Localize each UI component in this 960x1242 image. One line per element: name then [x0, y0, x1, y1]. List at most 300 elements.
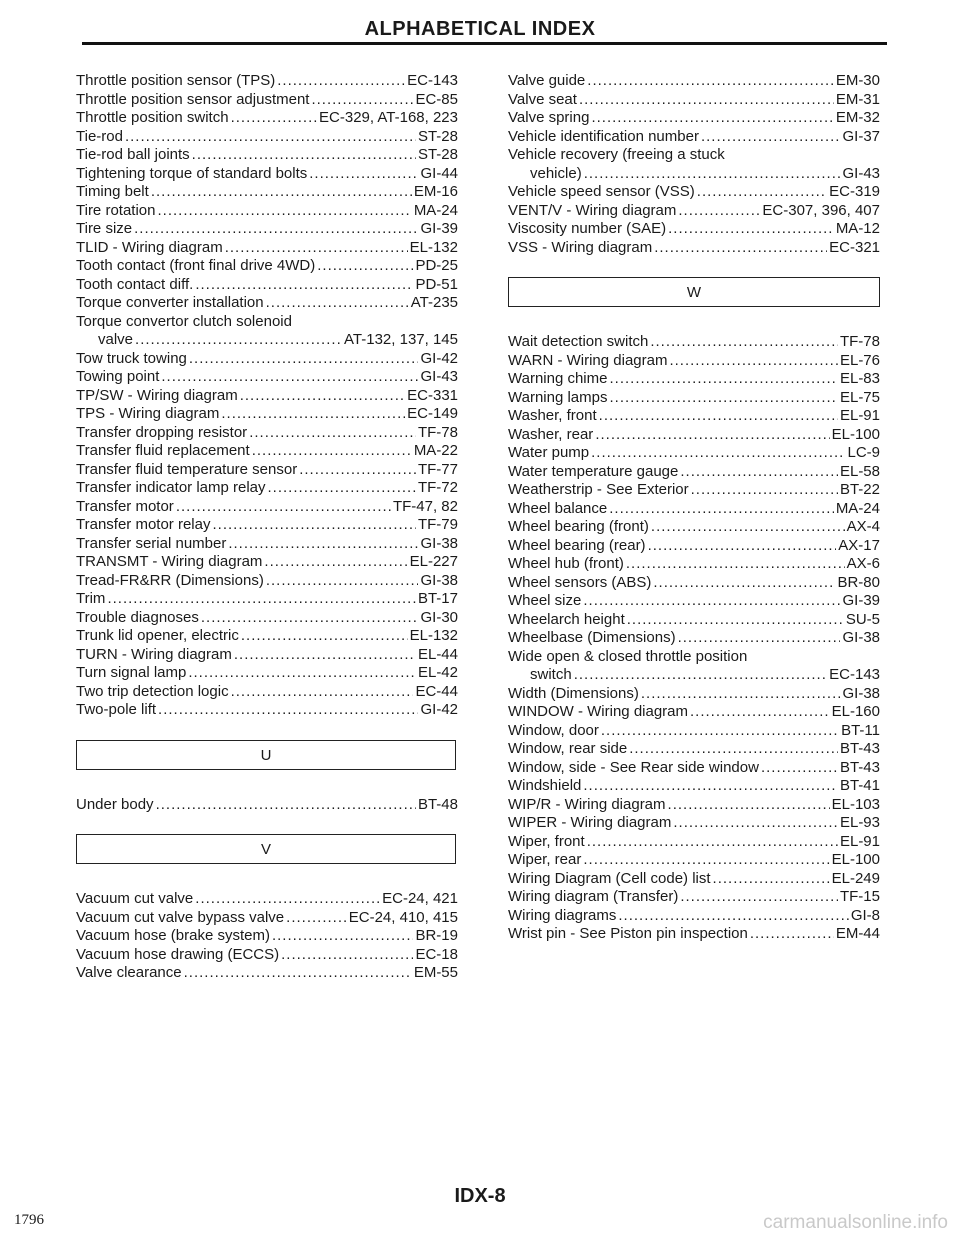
- entry-name: Vehicle identification number: [508, 127, 699, 145]
- leader-dots: [264, 553, 407, 572]
- entry-name: Viscosity number (SAE): [508, 220, 667, 237]
- leader-dots: [268, 479, 416, 498]
- entry-name: TLID - Wiring diagram: [76, 238, 223, 256]
- index-entry: [76, 516, 458, 535]
- index-entry: [508, 352, 880, 371]
- leader-dots: [583, 851, 829, 870]
- index-entry: [508, 574, 880, 593]
- entry-ref: EC-331: [407, 386, 458, 404]
- index-entry: [508, 777, 880, 796]
- left-column: [76, 72, 458, 983]
- index-entry: [76, 331, 458, 350]
- entry-ref: BT-48: [417, 795, 458, 813]
- entry-name: Two trip detection logic: [76, 682, 229, 700]
- leader-dots: [579, 91, 834, 110]
- leader-dots: [595, 426, 829, 445]
- entry-name: Transfer serial number: [76, 534, 227, 552]
- entry-name: Water temperature gauge: [508, 462, 679, 480]
- index-entry: [76, 498, 458, 517]
- entry-ref: TF-79: [417, 516, 458, 533]
- leader-dots: [678, 202, 760, 221]
- section-header-v: V: [76, 834, 456, 864]
- leader-dots: [701, 128, 841, 147]
- leader-dots: [125, 128, 416, 147]
- entry-ref: EL-132: [409, 627, 458, 644]
- entry-name: Wheelbase (Dimensions): [508, 629, 676, 646]
- index-entry: [76, 964, 458, 983]
- entry-group: [76, 796, 458, 815]
- entry-name: Wait detection switch: [508, 333, 649, 350]
- index-entry: [76, 350, 458, 369]
- entry-name: Wheelarch height: [508, 610, 625, 628]
- entry-ref: EL-100: [831, 851, 880, 868]
- index-entry: [76, 257, 458, 276]
- entry-name: Vacuum hose drawing (ECCS): [76, 945, 280, 963]
- leader-dots: [691, 481, 838, 500]
- entry-name: Window, door: [508, 721, 599, 739]
- entry-ref: LC-9: [847, 444, 880, 461]
- leader-dots: [221, 405, 405, 424]
- leader-dots: [673, 814, 838, 833]
- index-entry: [508, 426, 880, 445]
- entry-name: Wheel sensors (ABS): [508, 573, 652, 591]
- entry-ref: BT-43: [839, 740, 880, 757]
- index-entry: [508, 91, 880, 110]
- leader-dots: [618, 907, 848, 926]
- entry-ref: EC-143: [407, 72, 458, 89]
- index-entry: [508, 907, 880, 926]
- index-entry: [508, 796, 880, 815]
- entry-ref: GI-39: [842, 592, 880, 609]
- entry-ref: EC-307, 396, 407: [762, 201, 880, 219]
- entry-name: Transfer motor: [76, 497, 174, 515]
- index-entry: [508, 537, 880, 556]
- index-entry: [76, 109, 458, 128]
- index-entry: [76, 946, 458, 965]
- index-entry: [508, 500, 880, 519]
- entry-name: Valve guide: [508, 72, 586, 89]
- entry-ref: EL-42: [417, 664, 458, 681]
- entry-name: Valve seat: [508, 90, 577, 108]
- leader-dots: [680, 463, 838, 482]
- entry-ref: EL-75: [839, 388, 880, 406]
- index-entry: [76, 927, 458, 946]
- entry-ref: AX-6: [846, 555, 880, 572]
- entry-ref: BR-80: [837, 573, 880, 591]
- index-entry: [76, 276, 458, 295]
- leader-dots: [651, 518, 845, 537]
- entry-name: Tie-rod ball joints: [76, 146, 190, 163]
- entry-ref: EC-18: [415, 945, 458, 963]
- index-entry: [76, 128, 458, 147]
- leader-dots: [309, 165, 418, 184]
- right-column: [508, 72, 880, 944]
- leader-dots: [626, 555, 845, 574]
- entry-name: Tie-rod: [76, 127, 123, 145]
- leader-dots: [583, 592, 840, 611]
- leader-dots: [678, 629, 841, 648]
- entry-ref: BT-11: [841, 721, 880, 739]
- entry-name: VENT/V - Wiring diagram: [508, 201, 677, 219]
- entry-ref: EC-143: [829, 666, 880, 683]
- leader-dots: [609, 500, 834, 519]
- entry-name: Valve clearance: [76, 964, 182, 981]
- index-entry: [508, 370, 880, 389]
- leader-dots: [234, 646, 416, 665]
- entry-name: Wrist pin - See Piston pin inspection: [508, 925, 748, 942]
- entry-name: WIPER - Wiring diagram: [508, 814, 672, 831]
- entry-ref: MA-22: [413, 442, 458, 459]
- entry-ref: EL-100: [831, 425, 880, 443]
- entry-ref: AX-4: [846, 518, 880, 535]
- entry-name: Towing point: [76, 368, 160, 385]
- entry-name: Torque converter installation: [76, 294, 264, 311]
- entry-name: Window, rear side: [508, 740, 628, 757]
- section-header-u: U: [76, 740, 456, 770]
- entry-name: Turn signal lamp: [76, 664, 187, 681]
- index-entry: [508, 740, 880, 759]
- index-entry: [508, 722, 880, 741]
- index-entry: [508, 407, 880, 426]
- entry-name: Tightening torque of standard bolts: [76, 164, 308, 182]
- entry-name: vehicle): [530, 164, 582, 182]
- entry-name: WINDOW - Wiring diagram: [508, 703, 689, 720]
- entry-group: [76, 890, 458, 983]
- entry-ref: EL-58: [839, 462, 880, 480]
- leader-dots: [654, 239, 827, 258]
- index-entry: [76, 424, 458, 443]
- entry-ref: TF-72: [417, 479, 458, 496]
- entry-name: Washer, rear: [508, 425, 594, 443]
- index-entry: [508, 72, 880, 91]
- leader-dots: [601, 722, 839, 741]
- leader-dots: [599, 407, 838, 426]
- index-entry: [508, 165, 880, 184]
- index-entry: [76, 890, 458, 909]
- entry-ref: SU-5: [845, 610, 880, 628]
- index-entry: [508, 925, 880, 944]
- entry-ref: EM-30: [835, 72, 880, 89]
- leader-dots: [266, 572, 419, 591]
- leader-dots: [158, 701, 418, 720]
- entry-ref: EM-16: [413, 183, 458, 200]
- entry-group: [508, 183, 880, 257]
- index-entry: [508, 239, 880, 258]
- leader-dots: [584, 165, 841, 184]
- entry-first-line: Vehicle recovery (freeing a stuck: [508, 146, 725, 163]
- index-entry: [508, 220, 880, 239]
- leader-dots: [231, 683, 414, 702]
- leader-dots: [188, 664, 416, 683]
- leader-dots: [231, 109, 317, 128]
- entry-ref: MA-24: [835, 499, 880, 517]
- index-entry: [76, 646, 458, 665]
- leader-dots: [641, 685, 841, 704]
- entry-ref: EM-55: [413, 964, 458, 981]
- entry-name: Transfer indicator lamp relay: [76, 479, 266, 496]
- entry-name: Valve spring: [508, 109, 590, 126]
- entry-ref: TF-78: [839, 333, 880, 350]
- leader-dots: [648, 537, 837, 556]
- leader-dots: [240, 387, 405, 406]
- index-entry: [76, 627, 458, 646]
- entry-name: Tire size: [76, 220, 133, 237]
- entry-ref: GI-38: [420, 534, 458, 552]
- entry-ref: GI-44: [420, 164, 458, 182]
- entry-ref: EL-103: [831, 795, 880, 813]
- entry-name: Trunk lid opener, electric: [76, 627, 239, 644]
- entry-name: Vacuum cut valve: [76, 890, 194, 907]
- leader-dots: [156, 796, 416, 815]
- index-entry: [508, 202, 880, 221]
- leader-dots: [317, 257, 413, 276]
- entry-name: WARN - Wiring diagram: [508, 351, 668, 369]
- leader-dots: [189, 350, 419, 369]
- index-entry: [76, 701, 458, 720]
- entry-ref: PD-51: [415, 275, 458, 293]
- index-entry: [76, 368, 458, 387]
- index-entry: [76, 202, 458, 221]
- side-page-number: 1796: [14, 1212, 44, 1228]
- index-entry: [76, 220, 458, 239]
- entry-ref: EC-319: [829, 183, 880, 200]
- entry-ref: EC-24, 410, 415: [348, 908, 458, 926]
- index-entry: [508, 109, 880, 128]
- index-entry: [76, 572, 458, 591]
- entry-name: Windshield: [508, 777, 582, 794]
- entry-name: Water pump: [508, 444, 590, 461]
- entry-ref: EL-93: [839, 814, 880, 831]
- leader-dots: [225, 239, 408, 258]
- index-entry: [508, 814, 880, 833]
- leader-dots: [134, 220, 418, 239]
- entry-ref: GI-42: [420, 701, 458, 718]
- entry-name: Wheel hub (front): [508, 555, 624, 572]
- watermark: carmanualsonline.info: [763, 1212, 948, 1233]
- entry-first-line: Torque convertor clutch solenoid: [76, 312, 292, 330]
- entry-name: Throttle position sensor (TPS): [76, 72, 276, 89]
- leader-dots: [277, 72, 405, 91]
- entry-name: Wiper, rear: [508, 851, 582, 868]
- entry-name: Tow truck towing: [76, 349, 187, 367]
- entry-name: TRANSMT - Wiring diagram: [76, 553, 263, 570]
- leader-dots: [299, 461, 416, 480]
- entry-name: Tread-FR&RR (Dimensions): [76, 571, 264, 589]
- entry-ref: GI-38: [842, 629, 880, 646]
- entry-name: Transfer motor relay: [76, 516, 211, 533]
- leader-dots: [135, 331, 342, 350]
- leader-dots: [195, 276, 413, 295]
- entry-ref: MA-24: [413, 201, 458, 219]
- index-entry: [76, 479, 458, 498]
- entry-ref: GI-43: [842, 164, 880, 182]
- leader-dots: [157, 202, 411, 221]
- entry-name: Transfer fluid replacement: [76, 442, 250, 459]
- entry-ref: EC-24, 421: [382, 890, 458, 907]
- entry-ref: EL-76: [839, 351, 880, 369]
- entry-ref: BT-22: [839, 481, 880, 498]
- index-entry: [508, 555, 880, 574]
- section-header-w: W: [508, 277, 880, 307]
- page-number: IDX-8: [454, 1185, 506, 1207]
- page-title: ALPHABETICAL INDEX: [364, 18, 596, 40]
- index-entry: [508, 888, 880, 907]
- leader-dots: [690, 703, 830, 722]
- leader-dots: [266, 294, 409, 313]
- index-entry: [508, 592, 880, 611]
- index-entry: [76, 796, 458, 815]
- leader-dots: [697, 183, 827, 202]
- entry-name: Tire rotation: [76, 201, 156, 219]
- entry-ref: AT-132, 137, 145: [344, 331, 458, 348]
- index-entry: [76, 683, 458, 702]
- entry-ref: GI-30: [420, 608, 458, 626]
- index-entry: [76, 609, 458, 628]
- entry-ref: EL-160: [831, 703, 880, 720]
- entry-name: TURN - Wiring diagram: [76, 645, 232, 663]
- index-entry: [76, 553, 458, 572]
- entry-ref: EL-91: [839, 832, 880, 850]
- index-entry: [508, 833, 880, 852]
- index-entry: [508, 685, 880, 704]
- index-entry: [76, 72, 458, 91]
- index-entry: [508, 481, 880, 500]
- entry-name: Wheel bearing (front): [508, 518, 649, 535]
- entry-ref: EM-32: [835, 109, 880, 126]
- entry-ref: BT-41: [839, 777, 880, 794]
- entry-name: TPS - Wiring diagram: [76, 405, 220, 422]
- entry-ref: EC-321: [829, 238, 880, 256]
- entry-name: Throttle position sensor adjustment: [76, 90, 310, 108]
- leader-dots: [192, 146, 416, 165]
- leader-dots: [653, 574, 835, 593]
- entry-name: Throttle position switch: [76, 109, 229, 126]
- index-entry: [508, 333, 880, 352]
- entry-ref: GI-37: [842, 127, 880, 145]
- index-entry: [508, 870, 880, 889]
- index-entry: [508, 518, 880, 537]
- entry-name: Tooth contact (front final drive 4WD): [76, 257, 316, 274]
- leader-dots: [609, 370, 837, 389]
- leader-dots: [629, 740, 838, 759]
- index-entry: [508, 128, 880, 147]
- entry-name: Transfer fluid temperature sensor: [76, 460, 298, 478]
- entry-name: valve: [98, 331, 134, 348]
- entry-name: Trim: [76, 590, 106, 607]
- index-entry: [508, 629, 880, 648]
- entry-name: Wiring diagrams: [508, 906, 617, 924]
- entry-ref: TF-78: [417, 423, 458, 441]
- leader-dots: [627, 611, 844, 630]
- entry-first-line: Wide open & closed throttle position: [508, 647, 748, 665]
- entry-name: Weatherstrip - See Exterior: [508, 481, 689, 498]
- entry-name: Vehicle speed sensor (VSS): [508, 183, 695, 200]
- index-entry: [76, 239, 458, 258]
- entry-name: Warning chime: [508, 370, 608, 387]
- entry-name: Wheel size: [508, 592, 582, 609]
- index-entry: [76, 146, 458, 165]
- entry-ref: EL-83: [839, 370, 880, 387]
- leader-dots: [286, 909, 347, 928]
- index-entry: [76, 664, 458, 683]
- entry-name: Trouble diagnoses: [76, 608, 199, 626]
- entry-ref: EL-249: [831, 869, 880, 887]
- index-entry: [508, 759, 880, 778]
- index-entry: [508, 183, 880, 202]
- entry-ref: EL-227: [409, 553, 458, 570]
- index-entry: [76, 590, 458, 609]
- index-entry: [76, 165, 458, 184]
- entry-group: [508, 72, 880, 146]
- entry-name: Transfer dropping resistor: [76, 423, 248, 441]
- leader-dots: [311, 91, 413, 110]
- entry-group: [508, 685, 880, 944]
- leader-dots: [669, 352, 838, 371]
- entry-ref: GI-38: [420, 571, 458, 589]
- entry-ref: EM-31: [835, 90, 880, 108]
- entry-name: Tooth contact diff.: [76, 275, 194, 293]
- entry-name: Wheel balance: [508, 499, 608, 517]
- leader-dots: [574, 666, 827, 685]
- index-entry: [76, 535, 458, 554]
- leader-dots: [587, 833, 838, 852]
- leader-dots: [668, 220, 834, 239]
- entry-name: Vacuum cut valve bypass valve: [76, 908, 285, 926]
- index-entry: [508, 611, 880, 630]
- leader-dots: [761, 759, 838, 778]
- entry-name: Width (Dimensions): [508, 684, 639, 702]
- entry-ref: BR-19: [415, 927, 458, 944]
- index-entry: [76, 387, 458, 406]
- entry-name: Wiring Diagram (Cell code) list: [508, 869, 711, 887]
- entry-name: Warning lamps: [508, 388, 608, 406]
- entry-ref: TF-77: [417, 460, 458, 478]
- entry-name: Wheel bearing (rear): [508, 536, 646, 554]
- leader-dots: [228, 535, 418, 554]
- leader-dots: [750, 925, 834, 944]
- leader-dots: [650, 333, 838, 352]
- entry-name: Wiring diagram (Transfer): [508, 888, 679, 905]
- index-entry: [508, 389, 880, 408]
- leader-dots: [212, 516, 416, 535]
- index-entry: [76, 294, 458, 313]
- entry-ref: EC-44: [415, 682, 458, 700]
- entry-ref: EM-44: [835, 925, 880, 942]
- leader-dots: [609, 389, 837, 408]
- entry-ref: ST-28: [417, 127, 458, 145]
- entry-ref: EC-329, AT-168, 223: [319, 109, 458, 126]
- index-entry: [76, 461, 458, 480]
- leader-dots: [252, 442, 412, 461]
- entry-name: Wiper, front: [508, 832, 585, 850]
- entry-name: WIP/R - Wiring diagram: [508, 795, 666, 813]
- index-entry: [76, 442, 458, 461]
- entry-name: VSS - Wiring diagram: [508, 238, 653, 256]
- leader-dots: [668, 796, 830, 815]
- entry-name: Under body: [76, 795, 154, 813]
- index-entry: [508, 444, 880, 463]
- leader-dots: [272, 927, 414, 946]
- leader-dots: [680, 888, 838, 907]
- entry-group: [76, 72, 458, 313]
- entry-ref: AT-235: [410, 294, 458, 311]
- index-entry: [508, 851, 880, 870]
- index-entry: [508, 666, 880, 685]
- title-rule: [82, 42, 887, 45]
- leader-dots: [161, 368, 418, 387]
- entry-name: Vacuum hose (brake system): [76, 927, 270, 944]
- entry-name: Window, side - See Rear side window: [508, 758, 759, 776]
